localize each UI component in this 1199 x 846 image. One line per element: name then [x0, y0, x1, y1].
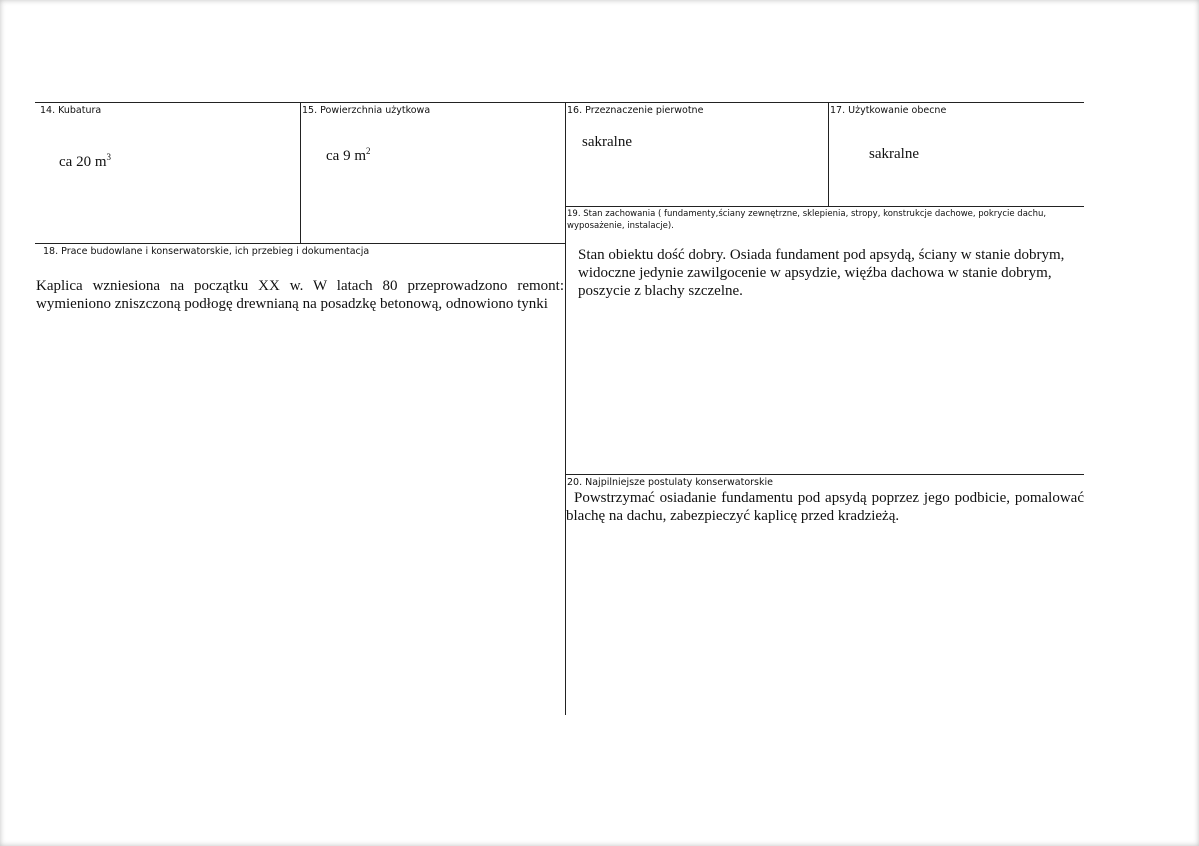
- field-14-label: 14. Kubatura: [40, 105, 102, 116]
- field-20-label: 20. Najpilniejsze postulaty konserwatorskie: [567, 477, 773, 488]
- field-15-value-sup: 2: [365, 146, 371, 156]
- divider-main: [565, 103, 566, 715]
- divider-14-15: [300, 103, 301, 243]
- rule-above-18: [35, 243, 565, 244]
- rule-under-16-17: [566, 206, 1084, 207]
- field-16-value: sakralne: [582, 134, 632, 150]
- field-15-value-text: ca 9 m: [326, 148, 366, 164]
- field-18-value: Kaplica wzniesiona na początku XX w. W latach 80 przeprowadzono remont: wymieniono zniszczoną podłogę drewnianą na posadzkę betonową, odnowiono tynki: [36, 278, 564, 312]
- field-17-value: sakralne: [869, 146, 919, 162]
- field-14-value: [59, 153, 111, 171]
- top-rule: [35, 102, 1084, 103]
- field-16-label: 16. Przeznaczenie pierwotne: [567, 105, 704, 116]
- field-18-label: 18. Prace budowlane i konserwatorskie, ich przebieg i dokumentacja: [43, 246, 370, 257]
- field-19-value: Stan obiektu dość dobry. Osiada fundament pod apsydą, ściany w stanie dobrym, widoczne jedynie zawilgocenie w apsydzie, więźba dachowa w stanie dobrym, poszycie z blachy szczelne.: [578, 247, 1065, 299]
- field-17-label: 17. Użytkowanie obecne: [830, 105, 947, 116]
- field-15-label: 15. Powierzchnia użytkowa: [302, 105, 431, 116]
- field-14-value-sup: 3: [106, 152, 111, 162]
- field-19-label: 19. Stan zachowania ( fundamenty,ściany zewnętrzne, sklepienia, stropy, konstrukcje dachowe, pokrycie dachu, wyposażenie, instalacje).: [567, 209, 1047, 231]
- divider-16-17: [828, 103, 829, 206]
- field-15-value: [326, 147, 370, 165]
- rule-above-20: [566, 474, 1084, 475]
- field-14-value-text: ca 20 m: [59, 154, 107, 170]
- field-20-value: Powstrzymać osiadanie fundamentu pod apsydą poprzez jego podbicie, pomalować blachę na dachu, zabezpieczyć kaplicę przed kradzieżą.: [566, 490, 1084, 524]
